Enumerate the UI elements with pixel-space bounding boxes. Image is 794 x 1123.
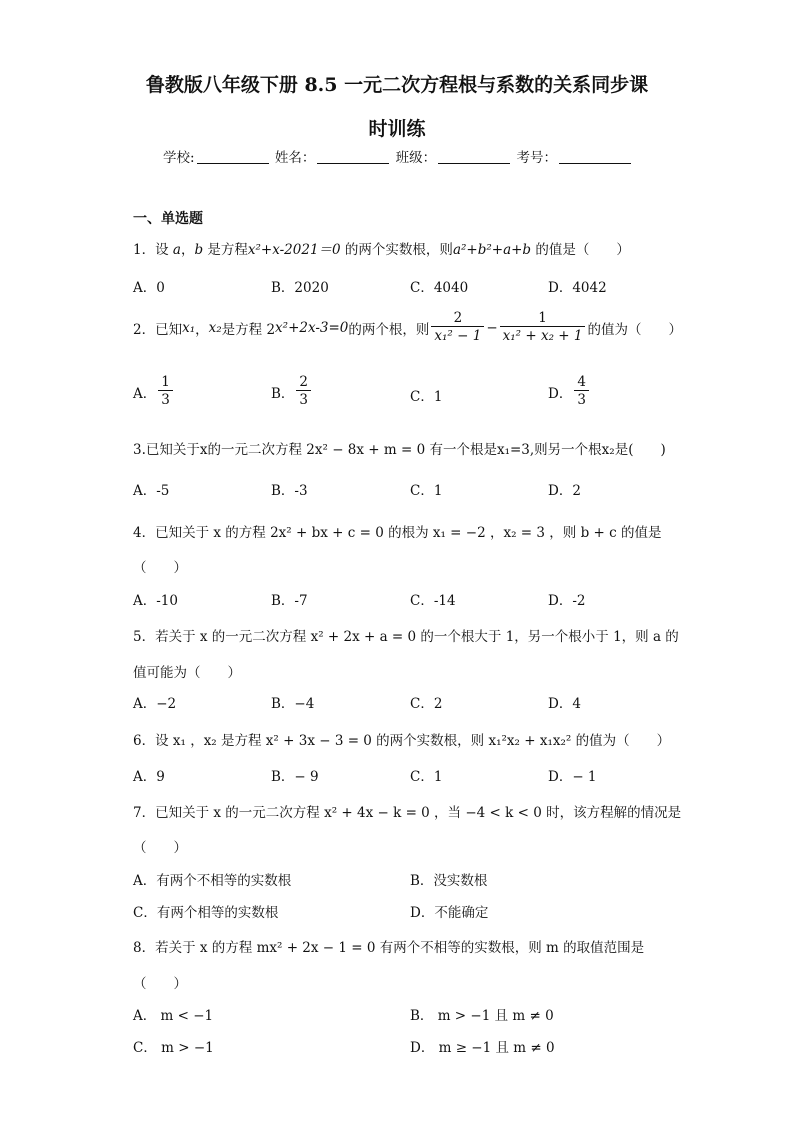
q7-option-b[interactable]: B．没实数根	[410, 873, 488, 889]
q5-option-b[interactable]: B．−4	[271, 696, 315, 712]
q8-option-a[interactable]: A． m < −1	[133, 1008, 214, 1024]
q6-option-d[interactable]: D．− 1	[548, 769, 597, 785]
fraction-1: $\frac{2}{\text{x₁² − 1}}$	[431, 310, 484, 345]
q8-option-c[interactable]: C． m > −1	[133, 1040, 214, 1056]
q6-option-a[interactable]: A．9	[133, 769, 165, 785]
question-8: 8．若关于 x 的方程 mx² + 2x − 1 = 0 有两个不相等的实数根，则 m 的取值范围是	[133, 940, 645, 956]
class-blank[interactable]	[438, 150, 510, 164]
title-line-2: 时训练	[368, 118, 426, 140]
question-7-paren: （ ）	[133, 840, 187, 856]
exam-no-blank[interactable]	[559, 150, 631, 164]
q4-option-d[interactable]: D．-2	[548, 593, 586, 609]
school-blank[interactable]	[197, 150, 269, 164]
q2-option-a[interactable]: A． $\frac{1}{3}$	[133, 374, 175, 409]
q3-option-c[interactable]: C．1	[410, 483, 443, 499]
q6-option-c[interactable]: C．1	[410, 769, 443, 785]
question-5-cont: 值可能为（ ）	[133, 665, 241, 681]
q5-option-d[interactable]: D．4	[548, 696, 581, 712]
q4-option-a[interactable]: A．-10	[133, 593, 178, 609]
q3-option-a[interactable]: A．-5	[133, 483, 170, 499]
question-2: 2．已知 x₁ ， x₂ 是方程 2 x²+2x-3=0 的两个根，则 $\frac{2}{\text{x₁² − 1}}$ − $\frac{1}{\text{x₁² + x₂ + 1}}$ 的值为（ ）	[133, 310, 682, 344]
q2-option-b[interactable]: B． $\frac{2}{3}$	[271, 374, 313, 409]
fraction-2: $\frac{1}{\text{x₁² + x₂ + 1}}$	[500, 310, 586, 345]
section-heading: 一、单选题	[133, 211, 203, 227]
q2-option-d[interactable]: D． $\frac{4}{3}$	[548, 374, 591, 409]
info-line	[163, 146, 633, 166]
q8-option-b[interactable]: B． m > −1 且 m ≠ 0	[410, 1008, 554, 1024]
q5-option-a[interactable]: A．−2	[133, 696, 177, 712]
question-4: 4．已知关于 x 的方程 2x² + bx + c = 0 的根为 x₁ = −2 ，x₂ = 3 ，则 b + c 的值是	[133, 525, 662, 541]
q2-option-c[interactable]: C．1	[410, 389, 443, 405]
question-3: 3.已知关于x的一元二次方程 2x² − 8x + m = 0 有一个根是x₁=3,则另一个根x₂是( )	[133, 442, 666, 458]
q3-option-b[interactable]: B．-3	[271, 483, 308, 499]
q1-option-a[interactable]: A．0	[133, 280, 165, 296]
q5-option-c[interactable]: C．2	[410, 696, 443, 712]
question-5: 5．若关于 x 的一元二次方程 x² + 2x + a = 0 的一个根大于 1，另一个根小于 1，则 a 的	[133, 629, 679, 645]
question-1: 1．设 a，b 是方程x²+x-2021＝0 的两个实数根，则a²+b²+a+b 的值是（ ）	[133, 242, 630, 258]
title-line-1: 鲁教版八年级下册 8.5 一元二次方程根与系数的关系同步课	[145, 74, 649, 96]
q4-option-c[interactable]: C．-14	[410, 593, 456, 609]
q6-option-b[interactable]: B．− 9	[271, 769, 319, 785]
q3-option-d[interactable]: D．2	[548, 483, 581, 499]
q7-option-c[interactable]: C．有两个相等的实数根	[133, 905, 279, 921]
name-label: 姓名：	[274, 150, 316, 166]
exam-no-label: 考号：	[516, 150, 557, 166]
q8-option-d[interactable]: D． m ≥ −1 且 m ≠ 0	[410, 1040, 555, 1056]
q7-option-a[interactable]: A．有两个不相等的实数根	[133, 873, 292, 889]
question-6: 6．设 x₁ ，x₂ 是方程 x² + 3x − 3 = 0 的两个实数根，则 x₁²x₂ + x₁x₂² 的值为（ ）	[133, 733, 671, 749]
name-blank[interactable]	[317, 150, 389, 164]
class-label: 班级：	[395, 150, 437, 166]
q1-option-c[interactable]: C．4040	[410, 280, 469, 296]
school-label: 学校:	[163, 150, 195, 166]
q4-option-b[interactable]: B．-7	[271, 593, 308, 609]
q1-option-b[interactable]: B．2020	[271, 280, 329, 296]
question-4-paren: （ ）	[133, 560, 187, 576]
question-7: 7．已知关于 x 的一元二次方程 x² + 4x − k = 0 ，当 −4 < k < 0 时，该方程解的情况是	[133, 805, 682, 821]
q1-option-d[interactable]: D．4042	[548, 280, 607, 296]
question-8-paren: （ ）	[133, 976, 187, 992]
q7-option-d[interactable]: D．不能确定	[410, 905, 489, 921]
